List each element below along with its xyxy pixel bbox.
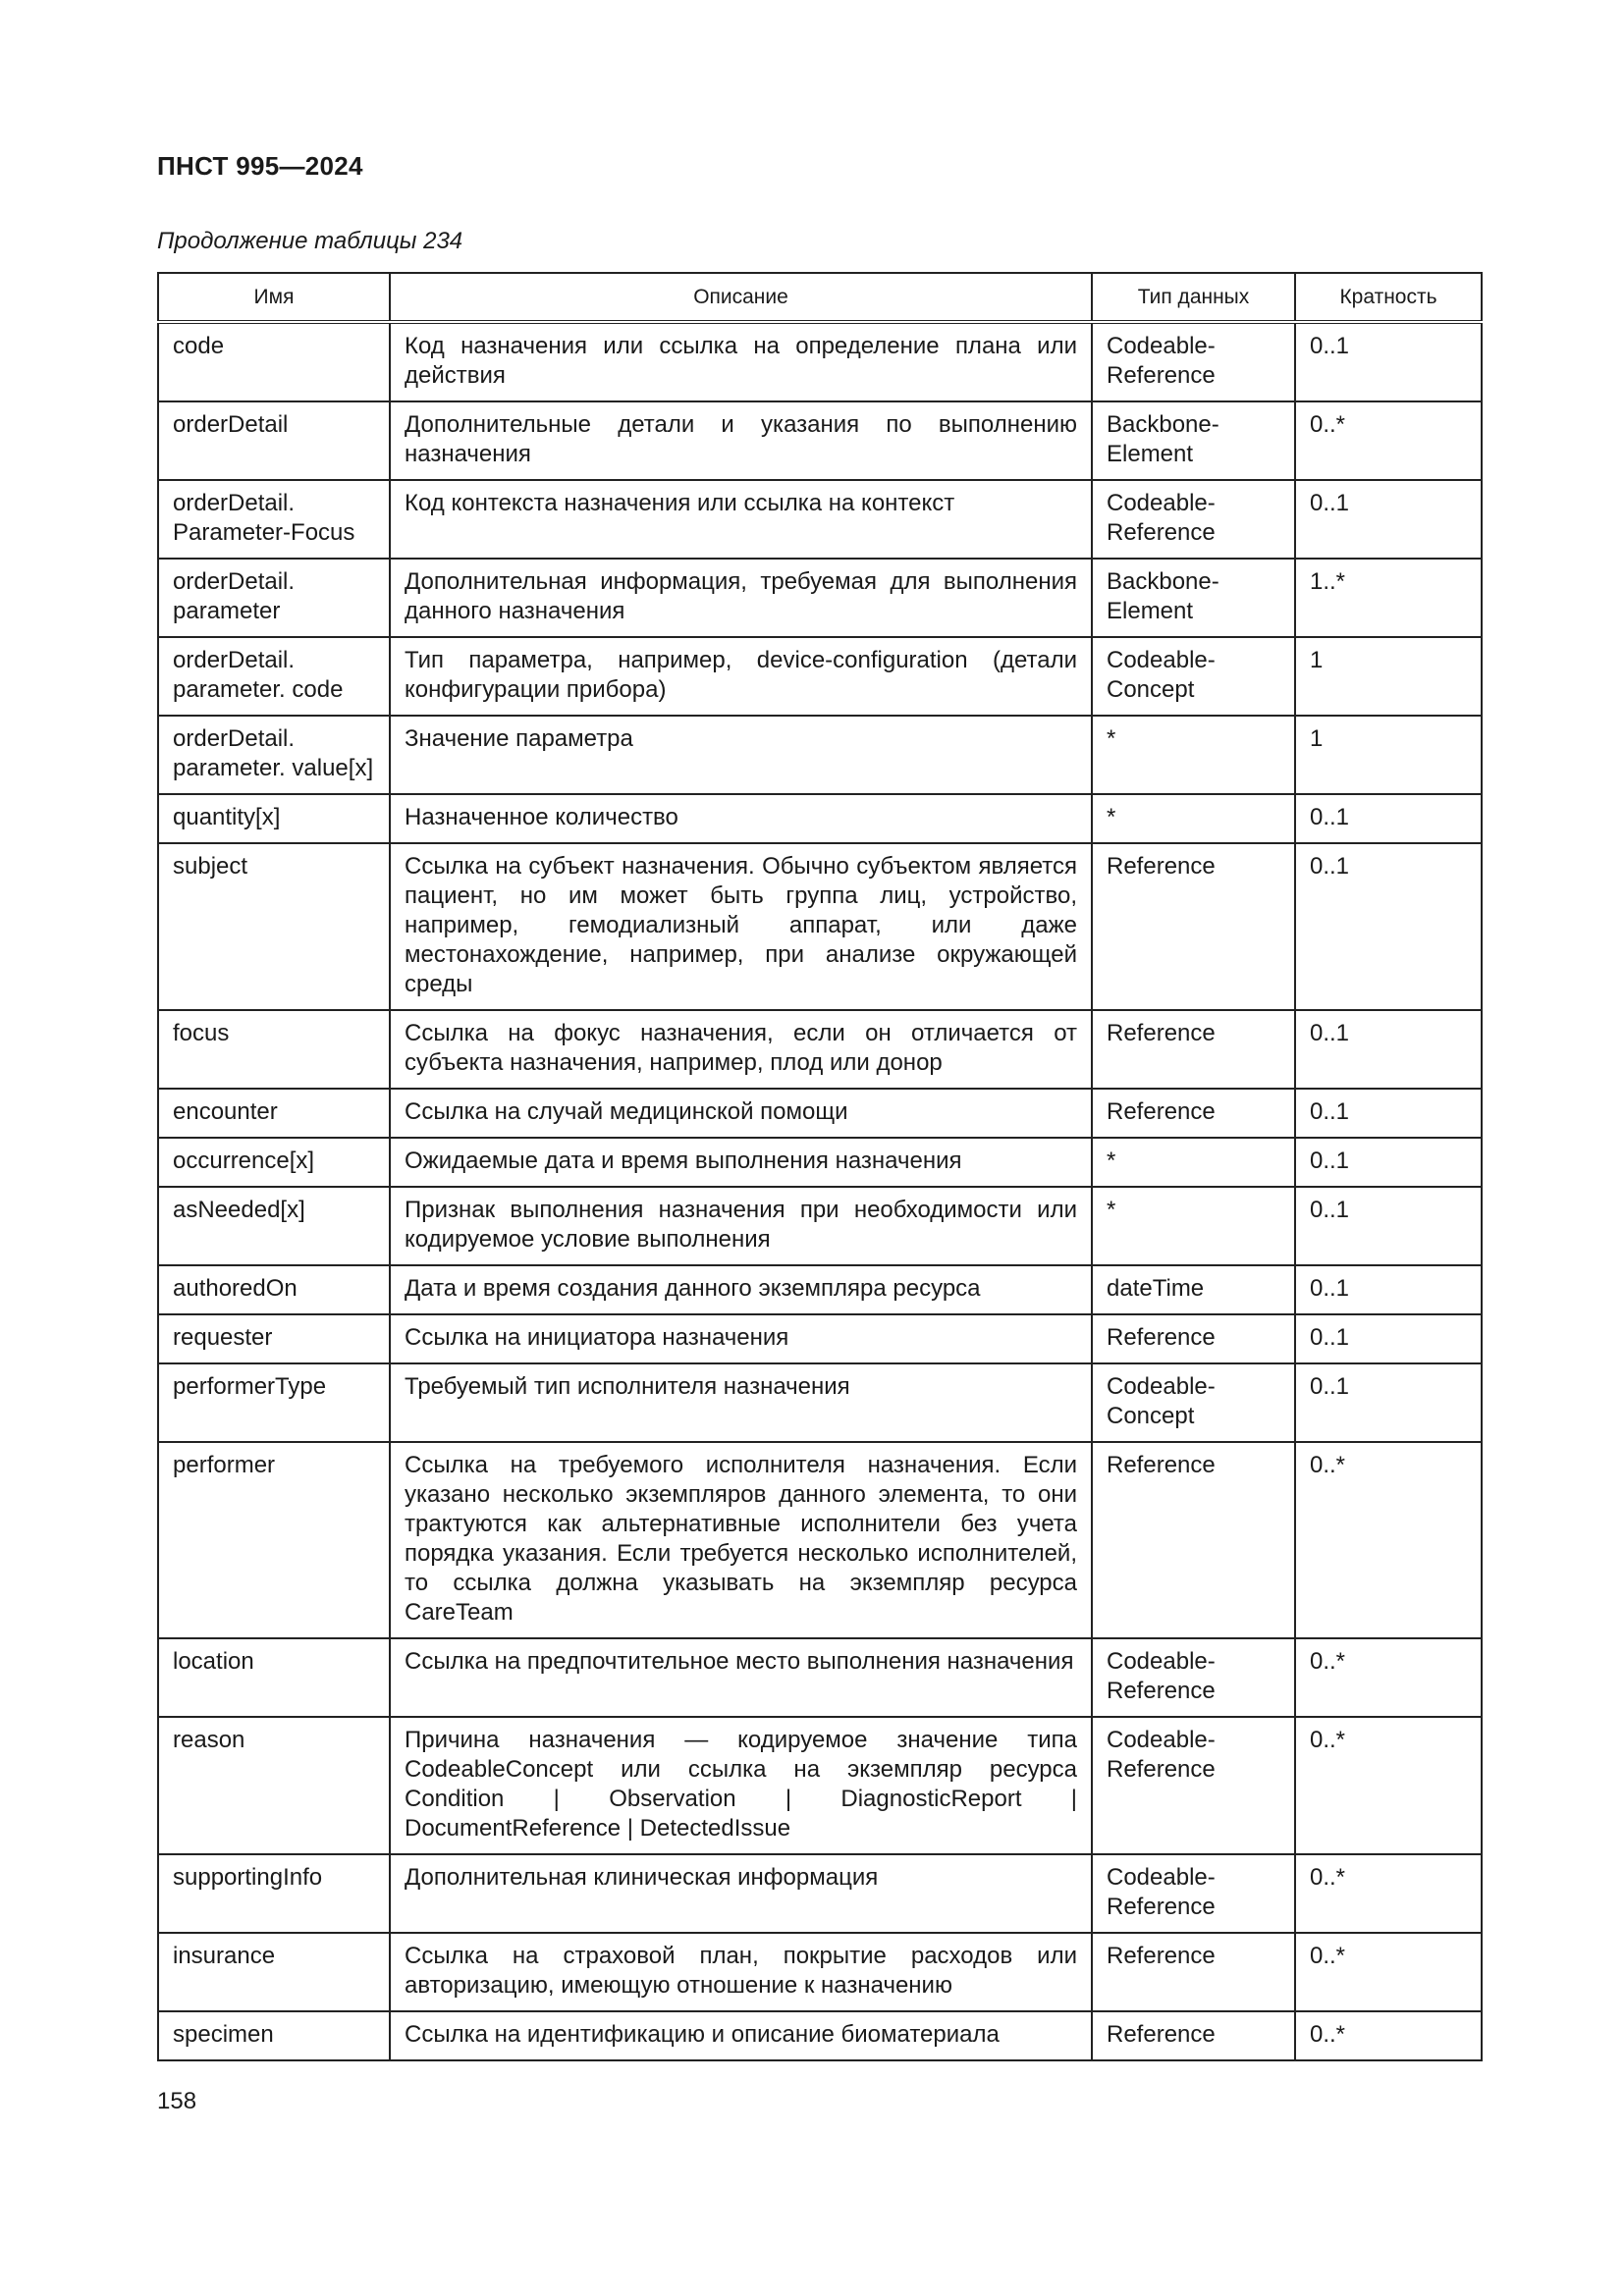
cell-data-type: Reference (1092, 1089, 1295, 1138)
cell-cardinality: 0..1 (1295, 480, 1482, 559)
cell-description: Дополнительная клиническая информация (390, 1854, 1092, 1933)
cell-name: code (158, 322, 390, 401)
cell-data-type: dateTime (1092, 1265, 1295, 1314)
cell-cardinality: 0..* (1295, 2011, 1482, 2060)
cell-data-type: * (1092, 794, 1295, 843)
cell-name: occurrence[x] (158, 1138, 390, 1187)
cell-description: Требуемый тип исполнителя назначения (390, 1363, 1092, 1442)
cell-name: orderDetail. Parameter-Focus (158, 480, 390, 559)
cell-description: Назначенное количество (390, 794, 1092, 843)
cell-cardinality: 0..* (1295, 1442, 1482, 1638)
cell-cardinality: 0..* (1295, 1933, 1482, 2011)
specification-table (157, 272, 1483, 2061)
table-row (158, 716, 1482, 794)
cell-name: performerType (158, 1363, 390, 1442)
cell-cardinality: 1 (1295, 716, 1482, 794)
cell-name: insurance (158, 1933, 390, 2011)
cell-data-type: Reference (1092, 1933, 1295, 2011)
table-body (158, 322, 1482, 2060)
cell-data-type: Reference (1092, 1010, 1295, 1089)
cell-data-type: Codeable-Reference (1092, 1638, 1295, 1717)
page-number: 158 (157, 2088, 197, 2114)
cell-cardinality: 0..1 (1295, 794, 1482, 843)
cell-name: subject (158, 843, 390, 1010)
cell-cardinality: 0..1 (1295, 843, 1482, 1010)
table-row (158, 1010, 1482, 1089)
table-row (158, 1089, 1482, 1138)
cell-description: Признак выполнения назначения при необходимости или кодируемое условие выполнения (390, 1187, 1092, 1265)
cell-name: authoredOn (158, 1265, 390, 1314)
cell-name: orderDetail. parameter (158, 559, 390, 637)
cell-description: Тип параметра, например, device-configuration (детали конфигурации прибора) (390, 637, 1092, 716)
cell-cardinality: 0..* (1295, 1638, 1482, 1717)
cell-data-type: Codeable-Reference (1092, 322, 1295, 401)
header-cardinality: Кратность (1295, 273, 1482, 322)
cell-cardinality: 0..1 (1295, 1010, 1482, 1089)
cell-cardinality: 0..1 (1295, 1089, 1482, 1138)
cell-cardinality: 0..1 (1295, 322, 1482, 401)
table-row (158, 794, 1482, 843)
table-row (158, 1442, 1482, 1638)
cell-data-type: Reference (1092, 843, 1295, 1010)
cell-cardinality: 0..1 (1295, 1363, 1482, 1442)
cell-description: Дата и время создания данного экземпляра ресурса (390, 1265, 1092, 1314)
cell-data-type: Backbone-Element (1092, 401, 1295, 480)
cell-data-type: Reference (1092, 2011, 1295, 2060)
cell-description: Ссылка на фокус назначения, если он отличается от субъекта назначения, например, плод или донор (390, 1010, 1092, 1089)
cell-description: Код контекста назначения или ссылка на контекст (390, 480, 1092, 559)
header-description: Описание (390, 273, 1092, 322)
header-name: Имя (158, 273, 390, 322)
table-row (158, 1187, 1482, 1265)
cell-data-type: * (1092, 1138, 1295, 1187)
cell-name: focus (158, 1010, 390, 1089)
table-row (158, 1314, 1482, 1363)
cell-description: Ссылка на страховой план, покрытие расходов или авторизацию, имеющую отношение к назначению (390, 1933, 1092, 2011)
cell-data-type: * (1092, 716, 1295, 794)
cell-name: orderDetail (158, 401, 390, 480)
header-data-type: Тип данных (1092, 273, 1295, 322)
cell-name: encounter (158, 1089, 390, 1138)
cell-description: Значение параметра (390, 716, 1092, 794)
table-row (158, 559, 1482, 637)
cell-data-type: Codeable-Reference (1092, 1854, 1295, 1933)
table-row (158, 637, 1482, 716)
table-row (158, 322, 1482, 401)
table-row (158, 1638, 1482, 1717)
cell-data-type: Reference (1092, 1442, 1295, 1638)
cell-cardinality: 0..1 (1295, 1187, 1482, 1265)
cell-data-type: Codeable-Concept (1092, 637, 1295, 716)
header-row (158, 273, 1482, 322)
cell-name: quantity[x] (158, 794, 390, 843)
cell-cardinality: 0..* (1295, 401, 1482, 480)
table-row (158, 1933, 1482, 2011)
cell-description: Дополнительная информация, требуемая для выполнения данного назначения (390, 559, 1092, 637)
cell-description: Ссылка на требуемого исполнителя назначения. Если указано несколько экземпляров данного элемента, то они трактуются как альтернативные исполнители без учета порядка указания. Если требуется несколько исполнителей, то ссылка должна указывать на экземпляр ресурса CareTeam (390, 1442, 1092, 1638)
cell-data-type: Reference (1092, 1314, 1295, 1363)
document-code: ПНСТ 995—2024 (157, 151, 363, 181)
table-row (158, 1138, 1482, 1187)
cell-description: Ссылка на случай медицинской помощи (390, 1089, 1092, 1138)
cell-description: Ссылка на инициатора назначения (390, 1314, 1092, 1363)
cell-name: reason (158, 1717, 390, 1854)
cell-cardinality: 0..* (1295, 1717, 1482, 1854)
table-row (158, 1854, 1482, 1933)
cell-description: Причина назначения — кодируемое значение типа CodeableConcept или ссылка на экземпляр ресурса Condition | Observation | DiagnosticReport | DocumentReference | DetectedIssue (390, 1717, 1092, 1854)
cell-description: Ссылка на идентификацию и описание биоматериала (390, 2011, 1092, 2060)
cell-data-type: Codeable-Reference (1092, 1717, 1295, 1854)
cell-description: Ссылка на предпочтительное место выполнения назначения (390, 1638, 1092, 1717)
cell-name: performer (158, 1442, 390, 1638)
table-row (158, 1363, 1482, 1442)
cell-cardinality: 0..1 (1295, 1138, 1482, 1187)
cell-cardinality: 0..1 (1295, 1265, 1482, 1314)
cell-data-type: Codeable-Concept (1092, 1363, 1295, 1442)
cell-name: requester (158, 1314, 390, 1363)
cell-name: asNeeded[x] (158, 1187, 390, 1265)
table-row (158, 1717, 1482, 1854)
cell-description: Код назначения или ссылка на определение плана или действия (390, 322, 1092, 401)
cell-name: specimen (158, 2011, 390, 2060)
cell-cardinality: 0..1 (1295, 1314, 1482, 1363)
table-row (158, 2011, 1482, 2060)
cell-description: Ожидаемые дата и время выполнения назначения (390, 1138, 1092, 1187)
cell-data-type: * (1092, 1187, 1295, 1265)
cell-name: orderDetail. parameter. value[x] (158, 716, 390, 794)
cell-cardinality: 1..* (1295, 559, 1482, 637)
cell-description: Дополнительные детали и указания по выполнению назначения (390, 401, 1092, 480)
table-row (158, 843, 1482, 1010)
cell-name: orderDetail. parameter. code (158, 637, 390, 716)
cell-cardinality: 0..* (1295, 1854, 1482, 1933)
table-header (158, 273, 1482, 322)
cell-description: Ссылка на субъект назначения. Обычно субъектом является пациент, но им может быть группа лиц, устройство, например, гемодиализный аппарат, или даже местонахождение, например, при анализе окружающей среды (390, 843, 1092, 1010)
cell-name: supportingInfo (158, 1854, 390, 1933)
table-row (158, 401, 1482, 480)
table-caption: Продолжение таблицы 234 (157, 228, 463, 254)
cell-data-type: Backbone-Element (1092, 559, 1295, 637)
cell-cardinality: 1 (1295, 637, 1482, 716)
cell-name: location (158, 1638, 390, 1717)
cell-data-type: Codeable-Reference (1092, 480, 1295, 559)
table-row (158, 1265, 1482, 1314)
table-row (158, 480, 1482, 559)
